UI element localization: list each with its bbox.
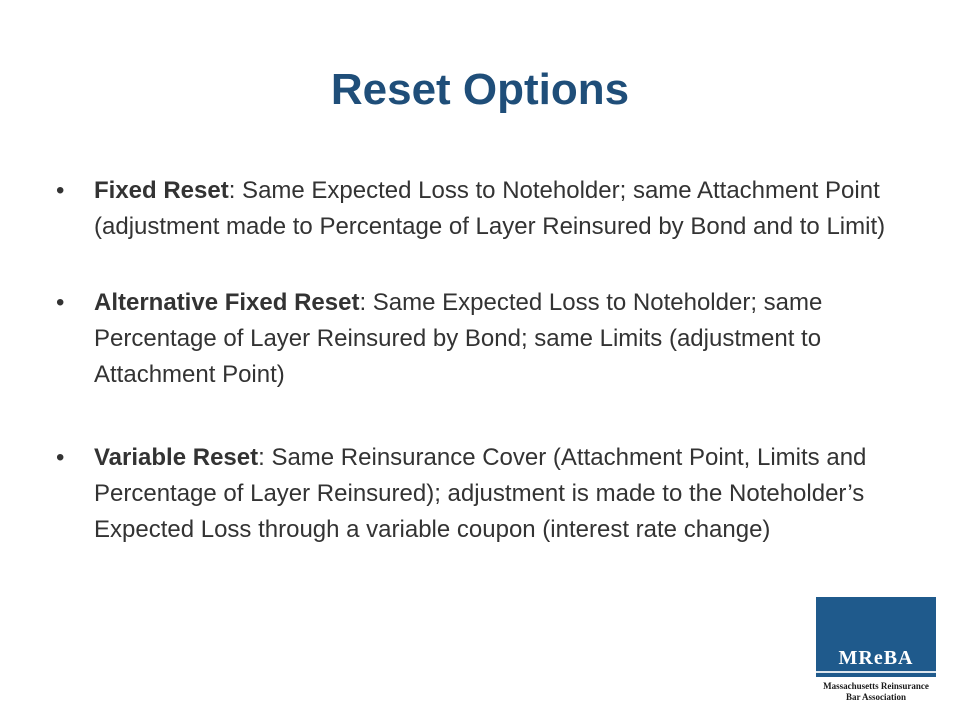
logo-caption-line-1: Massachusetts Reinsurance (823, 681, 929, 691)
logo-divider (816, 671, 936, 673)
mreba-logo (816, 597, 936, 707)
bullet-list (56, 173, 906, 588)
logo-caption-line-2: Bar Association (845, 692, 907, 702)
bullet-icon: • (56, 444, 65, 471)
bullet-text: : Same Expected Loss to Noteholder; same Attachment Point (adjustment made to Percentage of Layer Reinsured by Bond and to Limit) (94, 177, 886, 240)
bullet-term: Alternative Fixed Reset (94, 289, 360, 316)
bullet-term: Fixed Reset (94, 177, 229, 204)
slide-title: Reset Options (330, 65, 630, 114)
bullet-item-variable-reset (56, 440, 906, 548)
logo-mark: MReBA (838, 647, 914, 669)
bullet-item-alternative-fixed-reset (56, 285, 906, 393)
bullet-term: Variable Reset (94, 444, 259, 471)
bullet-item-fixed-reset (56, 173, 906, 245)
bullet-icon: • (56, 177, 65, 204)
logo-caption (816, 681, 936, 703)
bullet-text: : Same Expected Loss to Noteholder; same Percentage of Layer Reinsured by Bond; same Limits (adjustment to Attachment Point) (94, 289, 823, 388)
bullet-icon: • (56, 289, 65, 316)
bullet-text: : Same Reinsurance Cover (Attachment Point, Limits and Percentage of Layer Reinsured); adjustment is made to the Noteholder’s Expected Loss through a variable coupon (interest rate change) (94, 444, 867, 543)
